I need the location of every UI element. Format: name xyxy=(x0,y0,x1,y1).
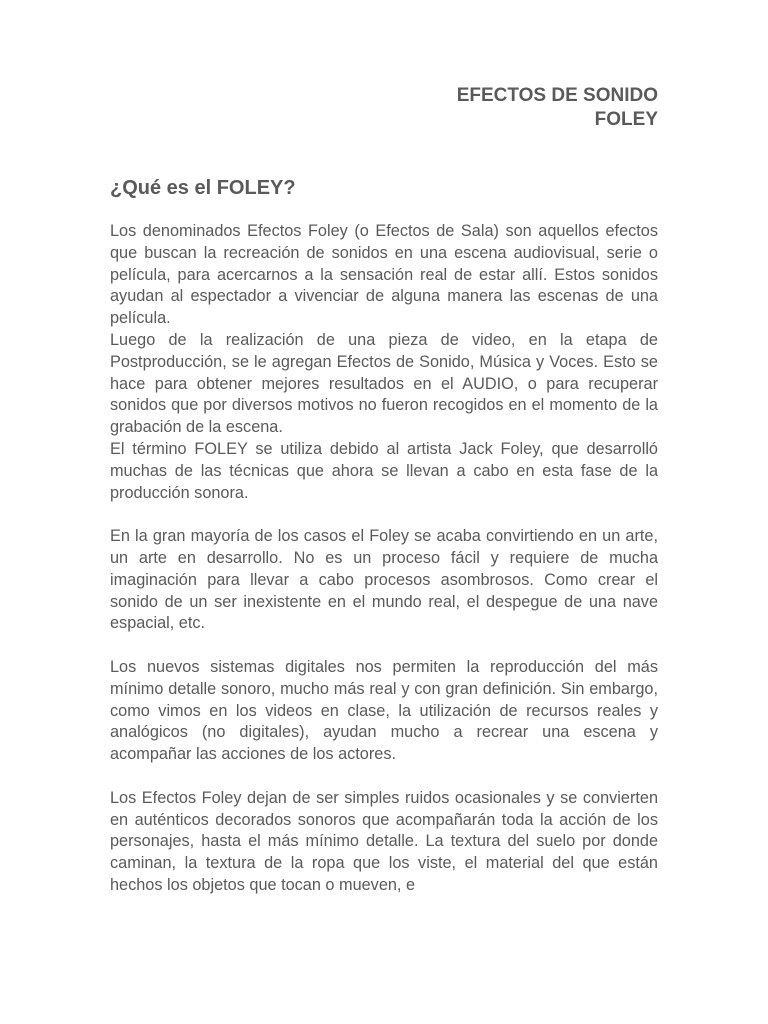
paragraph-3: El término FOLEY se utiliza debido al artista Jack Foley, que desarrolló muchas de las técnicas que ahora se llevan a cabo en esta fase de la producción sonora. xyxy=(110,439,658,502)
paragraph-4: En la gran mayoría de los casos el Foley se acaba convirtiendo en un arte, un arte en desarrollo. No es un proceso fácil y requiere de mucha imaginación para llevar a cabo procesos asombrosos. Como crear el sonido de un ser inexistente en el mundo real, el despegue de una nave espacial, etc. xyxy=(110,527,658,633)
section-heading: ¿Qué es el FOLEY? xyxy=(110,177,296,199)
paragraph-1: Los denominados Efectos Foley (o Efectos de Sala) son aquellos efectos que buscan la recreación de sonidos en una escena audiovisual, serie o película, para acercarnos a la sensación real de estar allí. Estos sonidos ayudan al espectador a vivenciar de alguna manera las escenas de una película. xyxy=(110,222,658,328)
document-title-line-2: FOLEY xyxy=(594,109,658,130)
paragraph-6: Los Efectos Foley dejan de ser simples ruidos ocasionales y se convierten en auténticos decorados sonoros que acompañarán toda la acción de los personajes, hasta el más mínimo detalle. La textura del suelo por donde caminan, la textura de la ropa que los viste, el material del que están hechos los objetos que tocan o mueven, e xyxy=(110,788,658,894)
document-title-line-1: EFECTOS DE SONIDO xyxy=(456,85,658,106)
body-text xyxy=(110,221,658,897)
document-title xyxy=(457,84,658,132)
paragraph-5: Los nuevos sistemas digitales nos permiten la reproducción del más mínimo detalle sonoro, mucho más real y con gran definición. Sin embargo, como vimos en los videos en clase, la utilización de recursos reales y analógicos (no digitales), ayudan mucho a recrear una escena y acompañar las acciones de los actores. xyxy=(110,657,658,764)
paragraph-2: Luego de la realización de una pieza de video, en la etapa de Postproducción, se le agregan Efectos de Sonido, Música y Voces. Esto se hace para obtener mejores resultados en el AUDIO, o para recuperar sonidos que por diversos motivos no fueron recogidos en el momento de la grabación de la escena. xyxy=(110,330,658,437)
